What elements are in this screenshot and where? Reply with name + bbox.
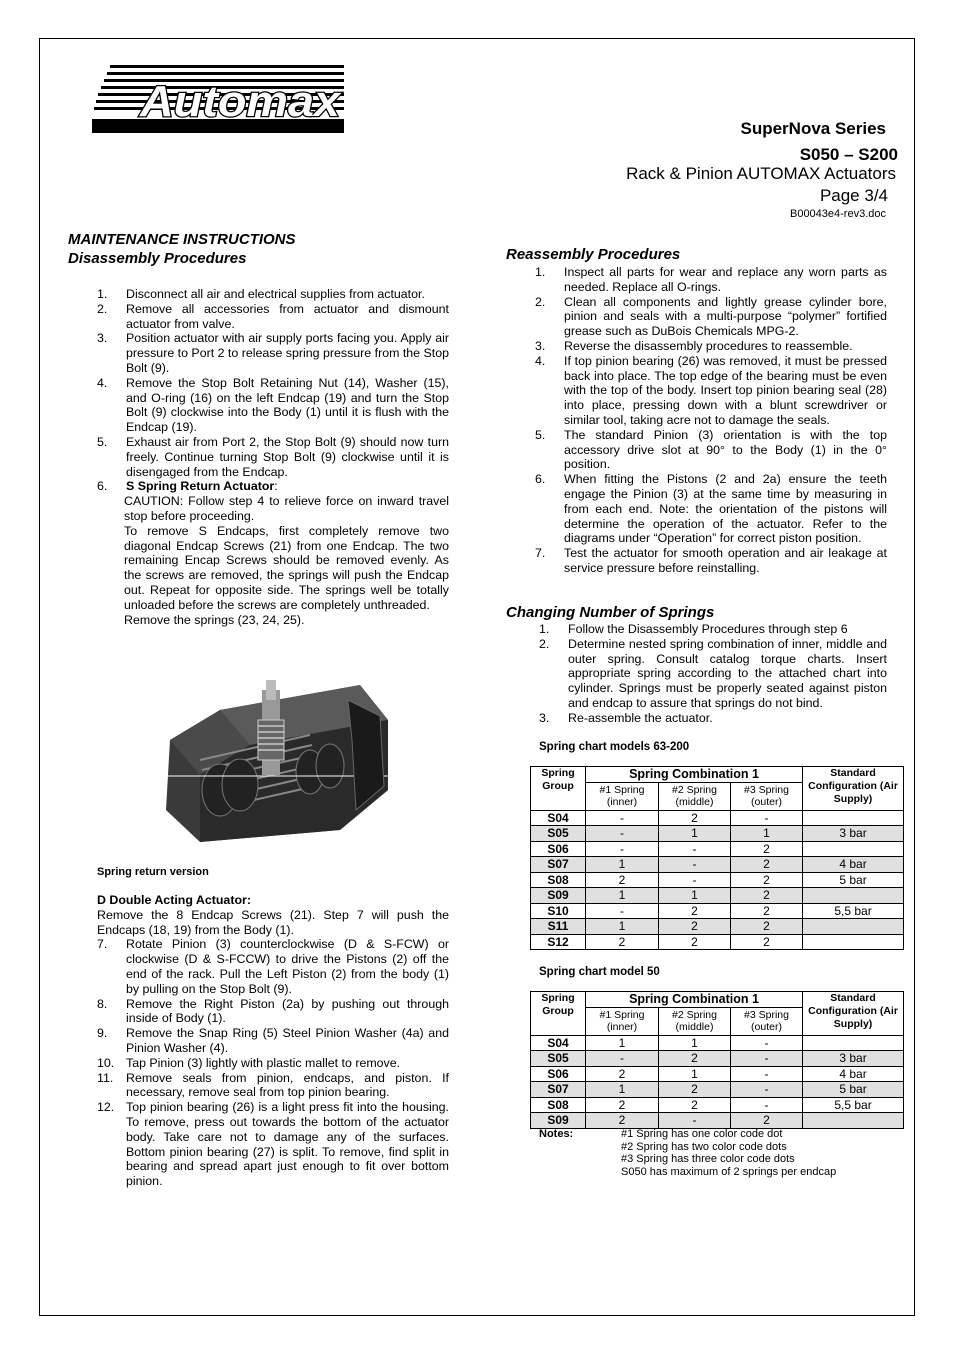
table-cell: -: [586, 826, 659, 842]
table-cell: S10: [531, 903, 586, 919]
table-cell: S11: [531, 919, 586, 935]
table-cell: 2: [731, 888, 803, 904]
image-caption: Spring return version: [97, 866, 209, 878]
list-item: 5. Exhaust air from Port 2, the Stop Bolt (9) should now turn freely. Continue turning Stop Bolt (9) clockwise until it is disengaged from the Endcap.: [97, 434, 449, 479]
table-cell: 2: [586, 1113, 659, 1129]
table-cell: 1: [586, 888, 659, 904]
table-cell: -: [731, 1051, 803, 1067]
page-number: Page 3/4: [819, 186, 888, 205]
chart1-body: [531, 810, 904, 950]
header-spring-1: #1 Spring (inner): [586, 782, 659, 810]
table-cell: -: [586, 1051, 659, 1067]
header-spring-2: #2 Spring (middle): [659, 1007, 731, 1035]
disassembly-title: Disassembly Procedures: [68, 250, 247, 267]
list-item: 7. Rotate Pinion (3) counterclockwise (D & S-FCW) or clockwise (D & S-FCCW) to drive the Pistons (2) off the end of the rack. Pull the Left Piston (2) from the body (1) by pulling on the Stop Bolt (9).: [97, 937, 449, 996]
table-cell: [803, 1113, 904, 1129]
table-cell: [803, 934, 904, 950]
table-row: [531, 1097, 904, 1113]
notes-label: Notes:: [539, 1128, 574, 1140]
table-cell: S12: [531, 934, 586, 950]
table-cell: 1: [586, 1082, 659, 1098]
disassembly-steps: [97, 287, 449, 627]
header-spring-2: #2 Spring (middle): [659, 782, 731, 810]
list-item: 1. Follow the Disassembly Procedures through step 6: [539, 622, 848, 636]
note-line: S050 has maximum of 2 springs per endcap: [621, 1165, 837, 1178]
table-row: [531, 903, 904, 919]
header-spring-combination: Spring Combination 1: [586, 767, 803, 783]
table-cell: S08: [531, 1097, 586, 1113]
table-cell: -: [586, 903, 659, 919]
changing-springs-steps: [539, 622, 887, 726]
subtitle: Rack & Pinion AUTOMAX Actuators: [626, 164, 896, 183]
table-cell: 2: [659, 903, 731, 919]
chart2-body: [531, 1035, 904, 1128]
svg-text:Automax: Automax: [138, 77, 342, 126]
list-item: 1. Disconnect all air and electrical supplies from actuator.: [97, 287, 425, 301]
header-standard-config: Standard Configuration (Air Supply): [803, 992, 904, 1036]
table-cell: 2: [586, 934, 659, 950]
table-row: [531, 1051, 904, 1067]
endcap-text: To remove S Endcaps, first completely remove two diagonal Endcap Screws (21) from one Endcap. The two remaining Encap Screws should be removed evenly. As the screws are removed, the springs will push the Endcap out. Repeat for opposite side. The springs well be totally unloaded before the screws are completely unthreaded.: [124, 523, 449, 612]
table-cell: 1: [731, 826, 803, 842]
list-item: 11. Remove seals from pinion, endcaps, and piston. If necessary, remove seal from top pinion bearing.: [97, 1070, 449, 1100]
header-standard-config: Standard Configuration (Air Supply): [803, 767, 904, 811]
header-spring-3: #3 Spring (outer): [731, 1007, 803, 1035]
list-item: 4. If top pinion bearing (26) was removed, it must be pressed back into place. The top edge of the bearing must be even with the top of the body. Insert top pinion bearing seal (28) into place, pressing down with a blunt screwdriver or similar tool, taking acre not to damage the seals.: [535, 353, 887, 427]
table-cell: S09: [531, 1113, 586, 1129]
double-acting-title: D Double Acting Actuator:: [97, 893, 251, 907]
list-item: 2. Determine nested spring combination of inner, middle and outer spring. Consult catalog torque charts. Insert appropriate spring according to the attached chart into cylinder. Springs must be properly seated against piston and endcap to assure that springs do not bind.: [539, 636, 887, 710]
table-cell: S06: [531, 841, 586, 857]
table-cell: 1: [586, 1035, 659, 1051]
changing-springs-title: Changing Number of Springs: [506, 604, 715, 621]
list-item: 10. Tap Pinion (3) lightly with plastic mallet to remove.: [97, 1055, 401, 1070]
table-cell: 2: [731, 841, 803, 857]
actuator-cutaway-image: [160, 680, 392, 844]
table-row: [531, 919, 904, 935]
table-cell: [803, 1035, 904, 1051]
table-cell: -: [586, 841, 659, 857]
table-row: [531, 1113, 904, 1129]
table-cell: -: [659, 1113, 731, 1129]
automax-logo: [92, 64, 344, 134]
table-cell: 2: [731, 1113, 803, 1129]
note-line: #1 Spring has one color code dot: [621, 1128, 783, 1140]
table-cell: -: [731, 1066, 803, 1082]
table-cell: -: [659, 872, 731, 888]
list-item: 6. S Spring Return Actuator:: [97, 479, 278, 494]
remove-springs-text: Remove the springs (23, 24, 25).: [124, 612, 305, 627]
table-cell: 3 bar: [803, 1051, 904, 1067]
list-item: 3. Reverse the disassembly procedures to reassemble.: [535, 338, 853, 353]
list-item: 1. Inspect all parts for wear and replace any worn parts as needed. Replace all O-rings.: [535, 265, 887, 294]
table-cell: -: [731, 1035, 803, 1051]
table-cell: [803, 919, 904, 935]
header-spring-group: Spring Group: [531, 767, 586, 811]
table-cell: 2: [586, 1097, 659, 1113]
table-row: [531, 888, 904, 904]
caution-text: CAUTION: Follow step 4 to relieve force on inward travel stop before proceeding.: [124, 494, 449, 523]
note-line: #3 Spring has three color code dots: [621, 1153, 795, 1166]
table-cell: S05: [531, 1051, 586, 1067]
table-cell: 5 bar: [803, 872, 904, 888]
table-cell: 4 bar: [803, 1066, 904, 1082]
note-line: #2 Spring has two color code dots: [621, 1140, 787, 1153]
table-cell: S07: [531, 1082, 586, 1098]
header-spring-combination: Spring Combination 1: [586, 992, 803, 1008]
table-cell: S07: [531, 857, 586, 873]
table-cell: -: [731, 1097, 803, 1113]
spring-chart-63-200: [530, 766, 904, 950]
table-cell: S06: [531, 1066, 586, 1082]
table-cell: -: [586, 810, 659, 826]
table-cell: 5 bar: [803, 1082, 904, 1098]
table-cell: [803, 841, 904, 857]
list-item: 2. Clean all components and lightly grease cylinder bore, pinion and seals with a multi-purpose “polymer” fortified grease such as DuBois Chemicals MPG-2.: [535, 294, 887, 339]
header-spring-group: Spring Group: [531, 992, 586, 1036]
list-item: 12. Top pinion bearing (26) is a light press fit into the housing. To remove, press out towards the bottom of the actuator body. Take care not to damage any of the surfaces. Bottom pinion bearing (27) is split. To remove, find split in bearing and spread apart just enough to fit over bottom pinion.: [97, 1100, 449, 1189]
series-title: SuperNova Series: [740, 119, 886, 138]
table-cell: -: [731, 810, 803, 826]
table-cell: [803, 888, 904, 904]
table-cell: 2: [659, 934, 731, 950]
document-id: B00043e4-rev3.doc: [789, 208, 886, 220]
list-item: 3. Re-assemble the actuator.: [539, 710, 713, 725]
table-row: [531, 857, 904, 873]
table-row: [531, 810, 904, 826]
table-cell: 2: [586, 872, 659, 888]
table-row: [531, 1082, 904, 1098]
table-cell: [803, 810, 904, 826]
header-spring-3: #3 Spring (outer): [731, 782, 803, 810]
table-cell: 2: [731, 857, 803, 873]
table-cell: S05: [531, 826, 586, 842]
table-row: [531, 1035, 904, 1051]
table-cell: 5,5 bar: [803, 903, 904, 919]
table-cell: S09: [531, 888, 586, 904]
table-cell: 2: [659, 1082, 731, 1098]
table-cell: 1: [586, 857, 659, 873]
table-row: [531, 934, 904, 950]
list-item: 4. Remove the Stop Bolt Retaining Nut (14), Washer (15), and O-ring (16) on the left Endcap (19) and turn the Stop Bolt (9) clockwise into the Body (1) until it is flush with the Endcap (19).: [97, 375, 449, 435]
header-spring-1: #1 Spring (inner): [586, 1007, 659, 1035]
list-item: 9. Remove the Snap Ring (5) Steel Pinion Washer (4a) and Pinion Washer (4).: [97, 1026, 449, 1055]
table-cell: 5,5 bar: [803, 1097, 904, 1113]
table-cell: 1: [586, 919, 659, 935]
table-cell: 2: [731, 872, 803, 888]
table-row: [531, 841, 904, 857]
table-row: [531, 1066, 904, 1082]
table-cell: -: [659, 857, 731, 873]
table-cell: S04: [531, 810, 586, 826]
table-cell: S04: [531, 1035, 586, 1051]
reassembly-title: Reassembly Procedures: [506, 246, 681, 263]
list-item: 3. Position actuator with air supply ports facing you. Apply air pressure to Port 2 to release spring pressure from the Stop Bolt (9).: [97, 331, 450, 375]
chart1-title: Spring chart models 63-200: [539, 741, 690, 753]
model-range: S050 – S200: [799, 145, 898, 164]
table-cell: 1: [659, 826, 731, 842]
list-item: 2. Remove all accessories from actuator and dismount actuator from valve.: [97, 301, 449, 331]
spring-chart-50: [530, 991, 904, 1129]
table-cell: 3 bar: [803, 826, 904, 842]
table-cell: 2: [731, 903, 803, 919]
table-cell: 2: [659, 1051, 731, 1067]
table-cell: 1: [659, 1066, 731, 1082]
list-item: 7. Test the actuator for smooth operation and air leakage at service pressure before reinstalling.: [535, 546, 887, 575]
list-item: 5. The standard Pinion (3) orientation is with the top accessory drive slot at 90° to the Body (1) in the 0° position.: [535, 427, 887, 472]
table-cell: 2: [659, 919, 731, 935]
table-cell: 2: [659, 1097, 731, 1113]
table-cell: -: [659, 841, 731, 857]
table-cell: 2: [731, 934, 803, 950]
table-row: [531, 872, 904, 888]
table-cell: 2: [586, 1066, 659, 1082]
table-cell: -: [731, 1082, 803, 1098]
table-cell: 2: [659, 810, 731, 826]
table-cell: 1: [659, 888, 731, 904]
double-acting-intro: Remove the 8 Endcap Screws (21). Step 7 will push the Endcaps (18, 19) from the Body (1).: [97, 907, 449, 937]
table-cell: 4 bar: [803, 857, 904, 873]
maintenance-title: MAINTENANCE INSTRUCTIONS: [68, 231, 296, 248]
chart2-title: Spring chart model 50: [539, 966, 660, 978]
table-cell: S08: [531, 872, 586, 888]
list-item: 8. Remove the Right Piston (2a) by pushing out through inside of Body (1).: [97, 996, 449, 1026]
table-cell: 2: [731, 919, 803, 935]
list-item: 6. When fitting the Pistons (2 and 2a) ensure the teeth engage the Pinion (3) at the same time by measuring in from each end. Note: the orientation of the pistons will determine the operation of the actuator. Refer to the diagrams under “Operation” for correct piston position.: [535, 472, 887, 546]
table-row: [531, 826, 904, 842]
reassembly-steps: [535, 265, 887, 576]
double-acting-section: [97, 893, 449, 1189]
table-cell: 1: [659, 1035, 731, 1051]
